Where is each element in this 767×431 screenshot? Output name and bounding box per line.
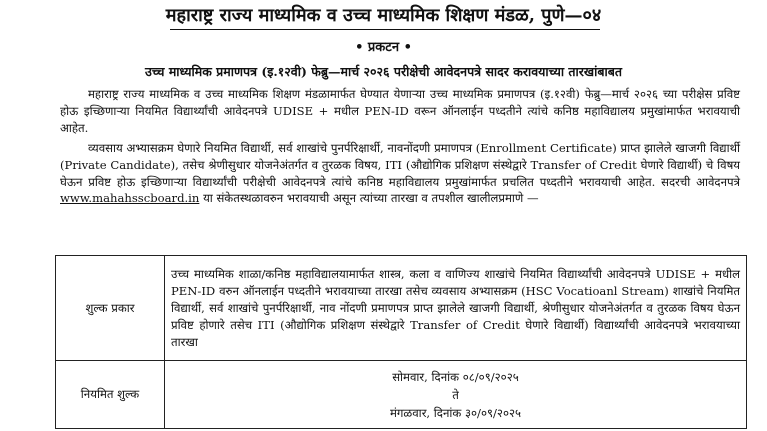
paragraph-2-text-a: व्यवसाय अभ्यासक्रम घेणारे नियमित विद्यार्थी, सर्व शाखांचे पुनर्परिक्षार्थी, नावनोंदणी प्रमाणपत्र (Enrollment Certificate) प्राप्त झालेले खाजगी विद्यार्थी (Private Candidate), तसेच श्रेणीसुधार योजनेअंतर्गत व तुरळक विषय, ITI (औद्योगिक प्रशिक्षण संस्थेद्वारे Transfer of Credit घेणारे विद्यार्थी) चे विषय घेऊन प्रविष्ट होऊ इच्छिणाऱ्या विद्यार्थ्यांची परीक्षेची आवेदनपत्रे त्यांचे कनिष्ठ महाविद्यालय प्रमुखांमार्फत प्रचलित पध्दतीने भरावयाची आहेत. सदरची आवेदनपत्रे	[60, 141, 740, 189]
fee-type-label: शुल्क प्रकार	[56, 256, 165, 361]
table-row	[56, 256, 747, 361]
paragraph-2-text-b: या संकेतस्थळावरुन भरावयाची असून त्यांच्या तारखा व तपशील खालीलप्रमाणे —	[203, 191, 539, 206]
regular-fee-label: नियमित शुल्क	[56, 361, 165, 429]
regular-fee-dates	[165, 361, 747, 429]
title-underline	[170, 29, 600, 30]
fee-dates-table	[55, 255, 747, 429]
notice-label: • प्रकटन •	[355, 40, 412, 55]
notice-subject: उच्च माध्यमिक प्रमाणपत्र (इ.१२वी) फेब्रु—मार्च २०२६ परीक्षेची आवेदनपत्रे सादर करावयाच्या तारखांबाबत	[144, 64, 622, 79]
table-row	[56, 361, 747, 429]
start-date: सोमवार, दिनांक ०८/०९/२०२५	[392, 369, 519, 384]
fee-type-description: उच्च माध्यमिक शाळा/कनिष्ठ महाविद्यालयामार्फत शास्त्र, कला व वाणिज्य शाखांचे नियमित विद्यार्थ्यांची आवेदनपत्रे UDISE + मधील PEN-ID वरुन ऑनलाईन पध्दतीने भरावयाच्या तारखा तसेच व्यवसाय अभ्यासक्रम (HSC Vocatioanl Stream) शाखांचे नियमित विद्यार्थी, सर्व शाखांचे पुनर्परिक्षार्थी, नाव नोंदणी प्रमाणपत्र प्राप्त झालेले खाजगी विद्यार्थी, श्रेणीसुधार योजनेअंतर्गत व तुरळक विषय घेऊन प्रविष्ट होणारे तसेच ITI (औद्योगिक प्रशिक्षण संस्थेद्वारे Transfer of Credit घेणारे विद्यार्थी) विद्यार्थ्यांची आवेदनपत्रे भरावयाच्या तारखा	[165, 256, 747, 361]
paragraph-2	[60, 140, 740, 207]
paragraph-1: महाराष्ट्र राज्य माध्यमिक व उच्च माध्यमिक शिक्षण मंडळामार्फत घेण्यात येणाऱ्या उच्च माध्यमिक प्रमाणपत्र (इ.१२वी) फेब्रु—मार्च २०२६ च्या परीक्षेस प्रविष्ट होऊ इच्छिणाऱ्या नियमित विद्यार्थ्यांची आवेदनपत्रे UDISE + मधील PEN-ID वरून ऑनलाईन पध्दतीने त्यांचे कनिष्ठ महाविद्यालय प्रमुखांमार्फत भरावयाची आहेत.	[60, 87, 740, 135]
board-title: महाराष्ट्र राज्य माध्यमिक व उच्च माध्यमिक शिक्षण मंडळ, पुणे—०४	[165, 5, 602, 26]
board-website-link[interactable]: www.mahahsscboard.in	[60, 191, 200, 206]
end-date: मंगळवार, दिनांक ३०/०९/२०२५	[389, 405, 522, 420]
date-separator: ते	[452, 387, 459, 402]
